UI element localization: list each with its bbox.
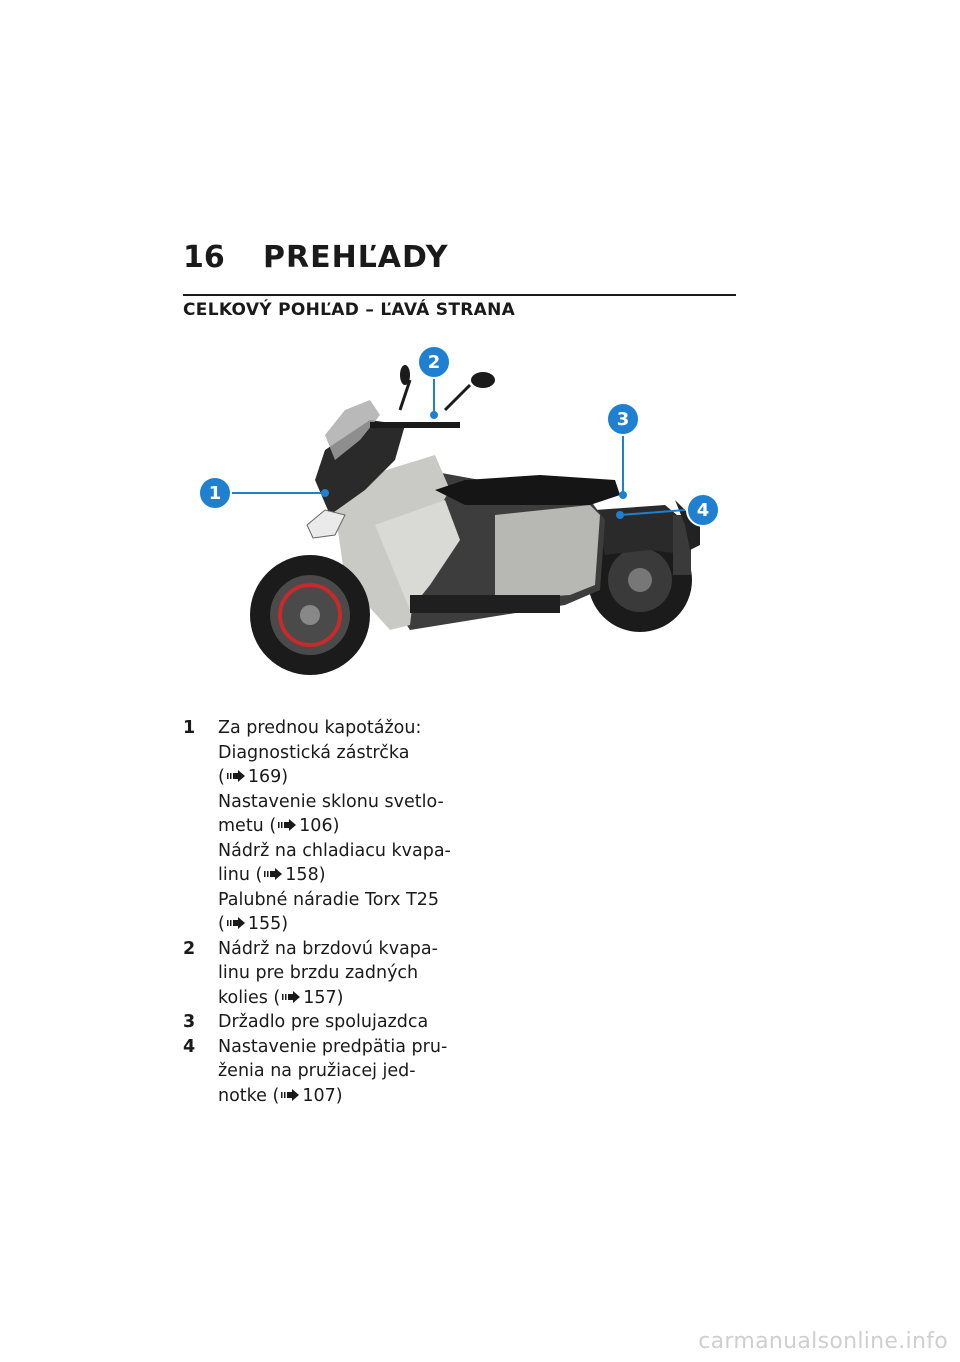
legend-item-3 [183,1010,463,1035]
legend-text: Nádrž na brzdovú kvapa- [218,938,438,959]
page-ref-arrow-icon [278,818,296,832]
ref-page: 169) [247,767,289,787]
legend-text: Nastavenie sklonu svetlo- [218,791,444,812]
callout-label-4: 4 [696,500,710,521]
ref-page: 157) [303,987,344,1008]
ref-page: 158) [285,865,326,885]
page-number: 16 [183,240,225,275]
legend-number: 3 [183,1012,196,1032]
ref-prefix: notke ( [218,1085,280,1106]
ref-prefix: linu ( [218,865,263,885]
page-ref-arrow-icon [281,1088,299,1102]
legend-text: linu pre brzdu zadných [218,963,419,983]
page-ref-arrow-icon [227,769,245,783]
callout-badge-2 [418,346,450,378]
legend-text: Diagnostická zástrčka [218,742,410,763]
legend-text: Držadlo pre spolujazdca [218,1012,429,1032]
ref-prefix: kolies ( [218,987,281,1008]
legend-item-1 [183,716,463,937]
scooter-figure [195,340,735,690]
page-reference-link[interactable] [218,912,463,937]
header-rule [183,294,736,296]
ref-prefix: ( [218,767,225,787]
page-reference-link[interactable] [218,863,463,888]
legend-text: Nádrž na chladiacu kvapa- [218,840,451,861]
page-ref-arrow-icon [282,990,300,1004]
callout-badge-1 [199,477,231,509]
page-reference-link[interactable] [218,765,463,790]
callout-label-2: 2 [427,352,441,373]
legend-text: Za prednou kapotážou: [218,718,422,738]
ref-page: 107) [302,1085,343,1106]
ref-prefix: ( [218,914,225,934]
legend-number: 1 [183,718,196,738]
page-reference-link[interactable] [218,814,463,839]
page-ref-arrow-icon [227,916,245,930]
callout-label-3: 3 [616,409,630,430]
callout-badge-4 [687,494,719,526]
legend-text: Palubné náradie Torx T25 [218,889,440,910]
legend-text: Nastavenie predpätia pru- [218,1036,448,1057]
callout-label-1: 1 [208,483,222,504]
ref-page: 155) [247,914,289,934]
front-wheel [250,555,370,675]
legend-item-4 [183,1035,463,1109]
page-reference-link[interactable] [218,1084,463,1109]
legend-item-2 [183,937,463,1011]
watermark-footer: carmanualsonline.info [698,1329,948,1354]
legend-text: ženia na pružiacej jed- [218,1061,416,1081]
section-title: PREHĽADY [263,240,449,275]
callout-badge-3 [607,403,639,435]
ref-prefix: metu ( [218,816,277,836]
legend-list [183,716,463,1108]
page-subtitle: CELKOVÝ POHĽAD – ĽAVÁ STRANA [183,300,516,320]
legend-number: 4 [183,1036,196,1057]
ref-page: 106) [299,816,340,836]
page-reference-link[interactable] [218,986,463,1011]
legend-number: 2 [183,938,196,959]
page-ref-arrow-icon [264,867,282,881]
